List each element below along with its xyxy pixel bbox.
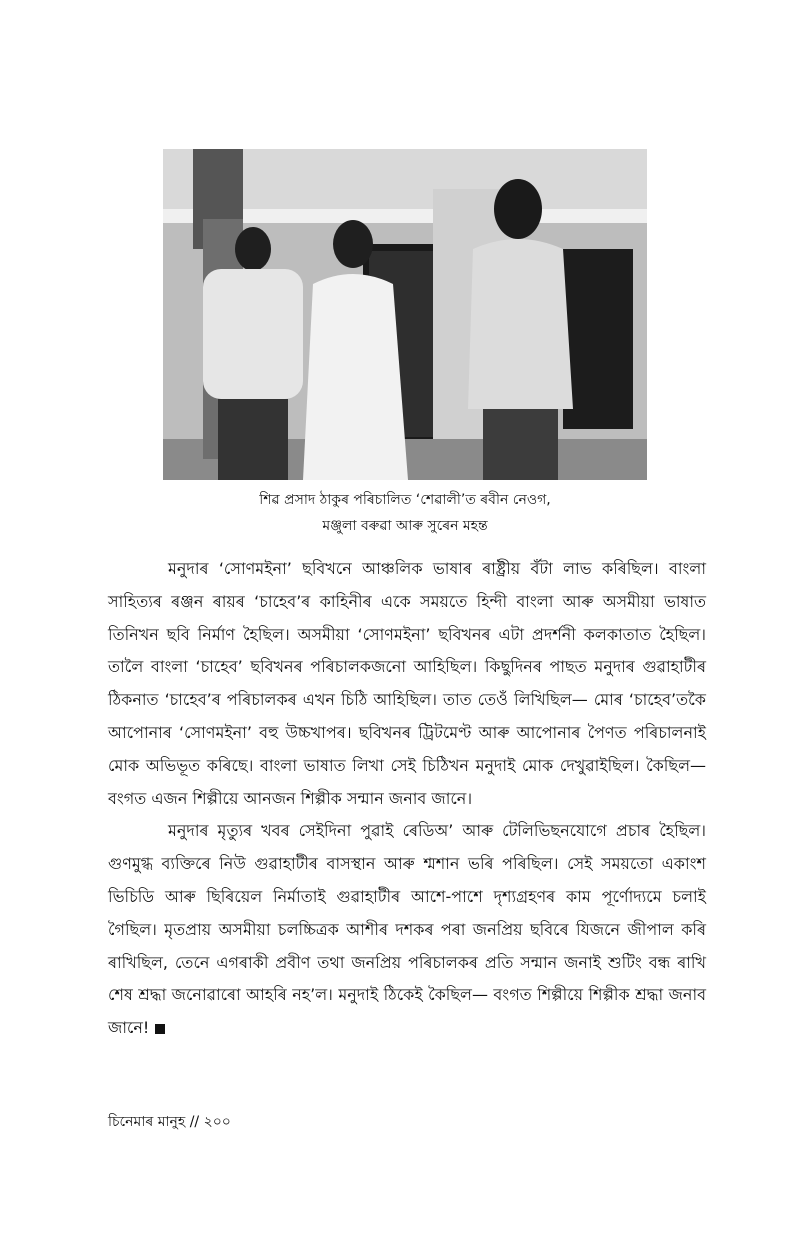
caption-line-1: শিৱ প্ৰসাদ ঠাকুৰ পৰিচালিত ‘শেৱালী’ত ৰবীন নেওগ, — [259, 492, 551, 508]
end-mark-icon — [155, 1024, 165, 1034]
caption-line-2: মঞ্জুলা বৰুৱা আৰু সুৰেন মহন্ত — [322, 518, 488, 534]
photo-illustration — [163, 149, 647, 480]
film-still-photo — [163, 149, 647, 480]
paragraph-1: মনুদাৰ ‘সোণমইনা’ ছবিখনে আঞ্চলিক ভাষাৰ ৰাষ্ট্ৰীয় বঁটা লাভ কৰিছিল। বাংলা সাহিত্যৰ ৰঞ্জন ৰায়ৰ ‘চাহেব’ৰ কাহিনীৰ একে সময়তে হিন্দী বাংলা আৰু অসমীয়া ভাষাত তিনিখন ছবি নিৰ্মাণ হৈছিল। অসমীয়া ‘সোণমইনা’ ছবিখনৰ এটা প্ৰদৰ্শনী কলকাতাত হৈছিল। তালৈ বাংলা ‘চাহেব’ ছবিখনৰ পৰিচালকজনো আহিছিল। কিছুদিনৰ পাছত মনুদাৰ গুৱাহাটীৰ ঠিকনাত ‘চাহেব’ৰ পৰিচালকৰ এখন চিঠি আহিছিল। তাত তেওঁ লিখিছিল— মোৰ ‘চাহেব’তকৈ আপোনাৰ ‘সোণমইনা’ বহু উচ্চখাপৰ। ছবিখনৰ ট্ৰিটমেণ্ট আৰু আপোনাৰ পৈণত পৰিচালনাই মোক অভিভূত কৰিছে। বাংলা ভাষাত লিখা সেই চিঠিখন মনুদাই মোক দেখুৱাইছিল। কৈছিল— বংগত এজন শিল্পীয়ে আনজন শিল্পীক সন্মান জনাব জানে। — [108, 559, 706, 808]
article-body — [108, 553, 706, 1045]
page-footer: চিনেমাৰ মানুহ // ২০০ — [108, 1114, 231, 1130]
paragraph-2 — [108, 815, 706, 1045]
paragraph-2-text: মনুদাৰ মৃত্যুৰ খবৰ সেইদিনা পুৱাই ৰেডিঅ’ আৰু টেলিভিছনযোগে প্ৰচাৰ হৈছিল। গুণমুগ্ধ ব্যক্তিৰে নিউ গুৱাহাটীৰ বাসস্থান আৰু শ্মশান ভৰি পৰিছিল। সেই সময়তো একাংশ ভিচিডি আৰু ছিৰিয়েল নিৰ্মাতাই গুৱাহাটীৰ আশে-পাশে দৃশ্যগ্ৰহণৰ কাম পূৰ্ণোদ্যমে চলাই গৈছিল। মৃতপ্ৰায় অসমীয়া চলচ্চিত্ৰক আশীৰ দশকৰ পৰা জনপ্ৰিয় ছবিৰে যিজনে জীপাল কৰি ৰাখিছিল, তেনে এগৰাকী প্ৰবীণ তথা জনপ্ৰিয় পৰিচালকৰ প্ৰতি সন্মান জনাই শুটিং বন্ধ ৰাখি শেষ শ্ৰদ্ধা জনোৱাৰো আহৰি নহ’ল। মনুদাই ঠিকেই কৈছিল— বংগত শিল্পীয়ে শিল্পীক শ্ৰদ্ধা জনাব জানে! — [108, 821, 706, 1038]
photo-caption — [160, 487, 650, 539]
